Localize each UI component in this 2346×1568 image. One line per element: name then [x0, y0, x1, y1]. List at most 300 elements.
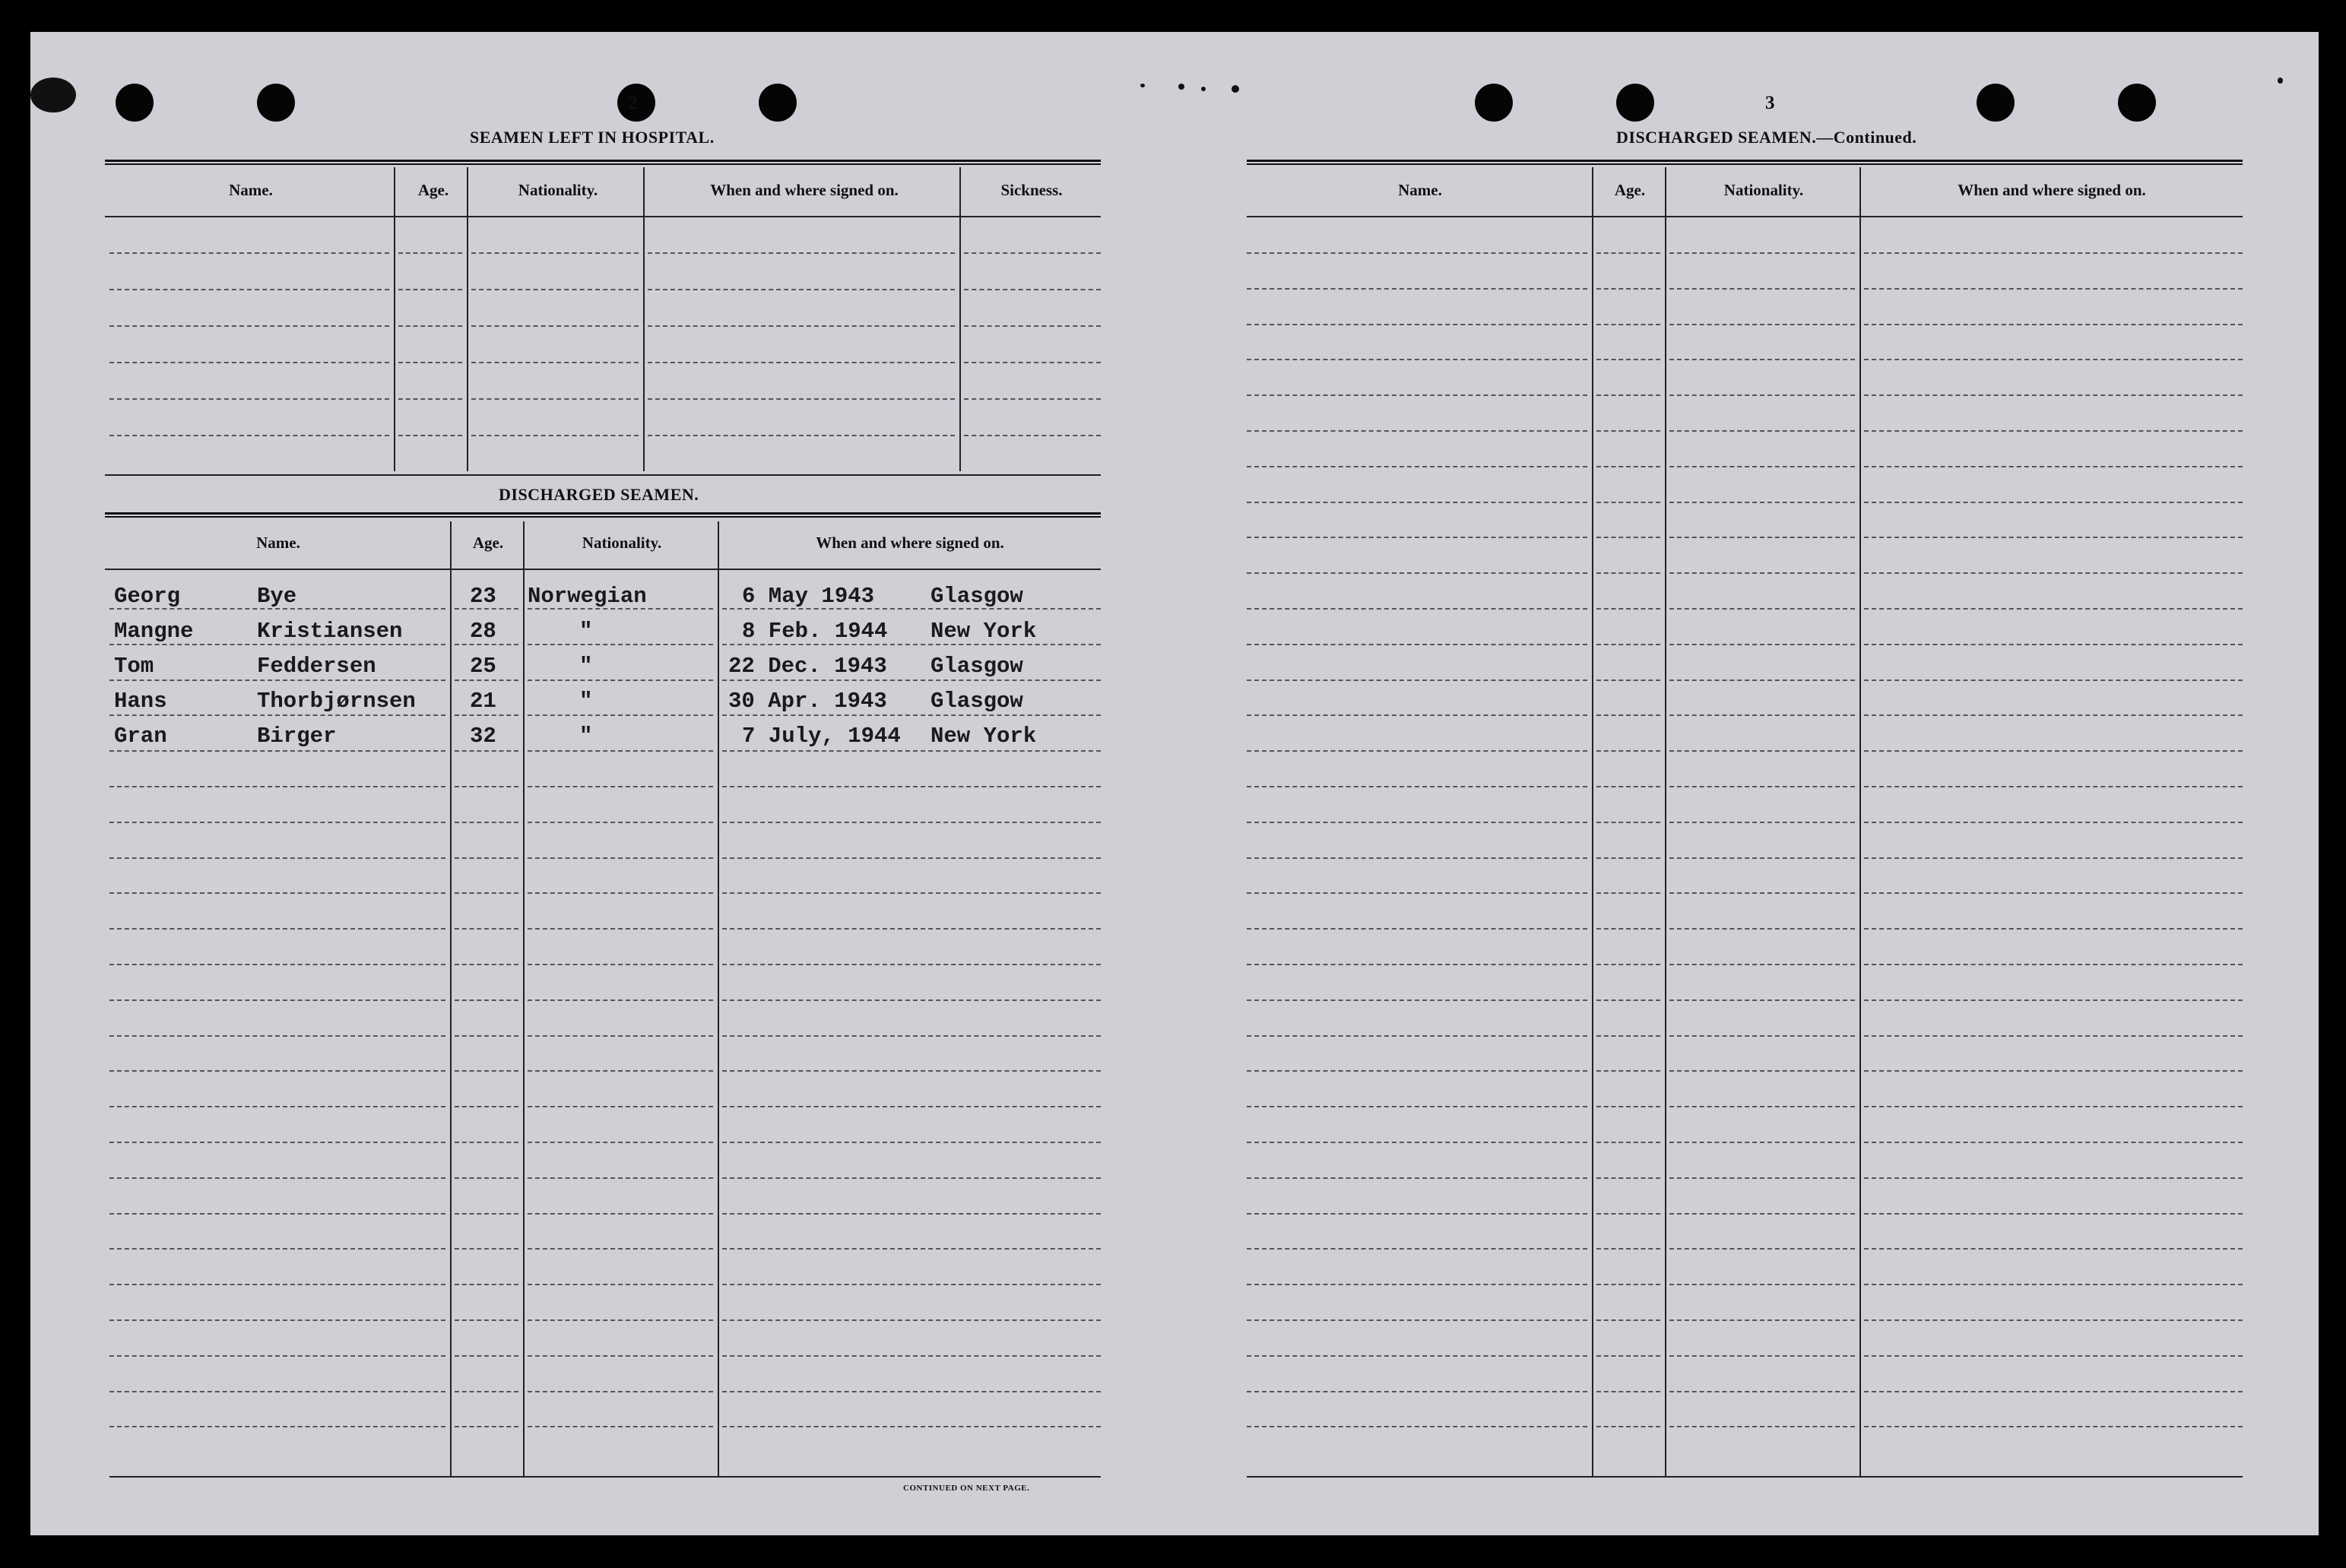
ruled-line — [1596, 1070, 1660, 1072]
ruled-line — [1596, 288, 1660, 290]
ruled-line — [528, 644, 713, 645]
ruled-line — [455, 644, 518, 645]
signed-on-place: Glasgow — [930, 654, 1023, 679]
ruled-line — [1669, 857, 1855, 859]
ruled-line — [455, 1035, 518, 1037]
ruled-line — [528, 1426, 713, 1427]
ruled-line — [1247, 892, 1587, 894]
ruled-line — [1669, 1248, 1855, 1250]
ruled-line — [109, 822, 445, 823]
ruled-line — [109, 928, 445, 930]
last-name: Kristiansen — [257, 619, 403, 644]
ruled-line — [1596, 1035, 1660, 1037]
first-name: Tom — [114, 654, 154, 679]
column-divider — [643, 167, 645, 471]
ruled-line — [1247, 1391, 1587, 1392]
ruled-line — [1864, 502, 2243, 503]
ink-speck — [30, 78, 76, 112]
signed-on-date: 8 Feb. 1944 — [742, 619, 888, 644]
right-page — [1247, 32, 2243, 1535]
ruled-line — [1669, 608, 1855, 610]
ruled-line — [722, 892, 1101, 894]
ruled-line — [1596, 572, 1660, 574]
ruled-line — [455, 1355, 518, 1357]
ruled-line — [398, 435, 462, 436]
column-divider — [1592, 167, 1593, 1476]
ruled-line — [1247, 786, 1587, 787]
ruled-line — [1247, 822, 1587, 823]
ruled-line — [1864, 928, 2243, 930]
ruled-line — [1596, 1319, 1660, 1321]
ruled-line — [528, 1213, 713, 1215]
ruled-line — [1247, 928, 1587, 930]
column-divider — [394, 167, 395, 471]
ruled-line — [109, 325, 389, 327]
ruled-line — [722, 1177, 1101, 1179]
ruled-line — [109, 1142, 445, 1143]
ruled-line — [1864, 750, 2243, 752]
ruled-line — [1596, 928, 1660, 930]
ruled-line — [1864, 1142, 2243, 1143]
bottom-rule — [109, 1476, 1101, 1478]
ruled-line — [109, 1426, 445, 1427]
ruled-line — [722, 857, 1101, 859]
ruled-line — [109, 892, 445, 894]
ruled-line — [1669, 537, 1855, 538]
column-divider — [959, 167, 961, 471]
ruled-line — [1669, 644, 1855, 645]
ruled-line — [109, 750, 445, 752]
ruled-line — [722, 1355, 1101, 1357]
ruled-line — [722, 786, 1101, 787]
ruled-line — [109, 289, 389, 290]
ruled-line — [109, 1106, 445, 1107]
ruled-line — [1247, 679, 1587, 681]
ruled-line — [1596, 537, 1660, 538]
ruled-line — [109, 1070, 445, 1072]
ruled-line — [109, 252, 389, 254]
ruled-line — [1669, 1426, 1855, 1427]
ruled-line — [109, 435, 389, 436]
page-number: 2 — [628, 93, 638, 113]
age: 23 — [470, 584, 496, 609]
ruled-line — [722, 1248, 1101, 1250]
ruled-line — [455, 857, 518, 859]
ruled-line — [1669, 1106, 1855, 1107]
ruled-line — [109, 1213, 445, 1215]
ruled-line — [1864, 608, 2243, 610]
ruled-line — [455, 1284, 518, 1285]
ruled-line — [528, 1319, 713, 1321]
ruled-line — [1864, 324, 2243, 325]
ruled-line — [528, 964, 713, 965]
hospital-col-name: Name. — [229, 181, 273, 199]
ruled-line — [1247, 1248, 1587, 1250]
ruled-line — [528, 1177, 713, 1179]
column-divider — [1665, 167, 1666, 1476]
ruled-line — [1864, 1248, 2243, 1250]
ruled-line — [1864, 786, 2243, 787]
signed-on-place: Glasgow — [930, 689, 1023, 714]
ruled-line — [528, 1248, 713, 1250]
ruled-line — [455, 999, 518, 1001]
ruled-line — [722, 1142, 1101, 1143]
ruled-line — [1596, 1213, 1660, 1215]
ruled-line — [1864, 964, 2243, 965]
nationality: " — [579, 654, 593, 679]
ruled-line — [471, 325, 639, 327]
ruled-line — [1864, 892, 2243, 894]
bottom-rule — [1247, 1476, 2243, 1478]
continued-col-signed-on: When and where signed on. — [1958, 181, 2146, 199]
first-name: Mangne — [114, 619, 194, 644]
ruled-line — [1864, 1319, 2243, 1321]
ruled-line — [1247, 964, 1587, 965]
ruled-line — [1669, 359, 1855, 360]
ruled-line — [1247, 288, 1587, 290]
left-page — [105, 32, 1101, 1535]
continued-note: CONTINUED ON NEXT PAGE. — [903, 1484, 1030, 1493]
ruled-line — [109, 1177, 445, 1179]
double-rule — [105, 160, 1101, 165]
section-rule — [105, 474, 1101, 476]
hospital-section-title: SEAMEN LEFT IN HOSPITAL. — [470, 128, 715, 147]
ruled-line — [1864, 572, 2243, 574]
ruled-line — [722, 1106, 1101, 1107]
hospital-col-signed-on: When and where signed on. — [710, 181, 899, 199]
ruled-line — [1247, 1284, 1587, 1285]
ruled-line — [722, 1319, 1101, 1321]
signed-on-date: 6 May 1943 — [742, 584, 875, 609]
ruled-line — [455, 750, 518, 752]
ruled-line — [109, 398, 389, 400]
discharged-col-age: Age. — [472, 534, 504, 552]
ruled-line — [109, 1319, 445, 1321]
ruled-line — [528, 999, 713, 1001]
signed-on-date: 22 Dec. 1943 — [728, 654, 887, 679]
ruled-line — [1669, 928, 1855, 930]
ruled-line — [1596, 1142, 1660, 1143]
ruled-line — [1669, 1284, 1855, 1285]
ruled-line — [1596, 1426, 1660, 1427]
ruled-line — [1596, 608, 1660, 610]
ruled-line — [109, 679, 445, 681]
signed-on-place: Glasgow — [930, 584, 1023, 609]
ruled-line — [455, 892, 518, 894]
ruled-line — [1247, 466, 1587, 467]
ruled-line — [455, 1142, 518, 1143]
last-name: Bye — [257, 584, 297, 609]
ruled-line — [1669, 1070, 1855, 1072]
ruled-line — [1669, 964, 1855, 965]
ruled-line — [1864, 288, 2243, 290]
ruled-line — [722, 964, 1101, 965]
ruled-line — [1864, 1213, 2243, 1215]
ruled-line — [1864, 1177, 2243, 1179]
ruled-line — [722, 644, 1101, 645]
ruled-line — [455, 714, 518, 716]
ruled-line — [1247, 1319, 1587, 1321]
ruled-line — [471, 398, 639, 400]
ruled-line — [1596, 502, 1660, 503]
ruled-line — [109, 714, 445, 716]
ruled-line — [722, 1391, 1101, 1392]
ruled-line — [1864, 466, 2243, 467]
column-divider — [467, 167, 468, 471]
ruled-line — [1669, 892, 1855, 894]
ruled-line — [1669, 1391, 1855, 1392]
first-name: Hans — [114, 689, 167, 714]
ruled-line — [722, 1284, 1101, 1285]
ruled-line — [455, 1213, 518, 1215]
ruled-line — [455, 928, 518, 930]
ruled-line — [1247, 1213, 1587, 1215]
ruled-line — [1864, 1070, 2243, 1072]
ruled-line — [1864, 252, 2243, 254]
discharged-col-name: Name. — [256, 534, 300, 552]
ruled-line — [528, 1284, 713, 1285]
ruled-line — [648, 435, 955, 436]
ruled-line — [1669, 394, 1855, 396]
ruled-line — [455, 679, 518, 681]
first-name: Georg — [114, 584, 181, 609]
ruled-line — [398, 252, 462, 254]
ruled-line — [455, 1391, 518, 1392]
ruled-line — [528, 786, 713, 787]
age: 28 — [470, 619, 496, 644]
ruled-line — [398, 398, 462, 400]
ruled-line — [471, 435, 639, 436]
double-rule — [105, 512, 1101, 518]
ruled-line — [471, 252, 639, 254]
ruled-line — [1864, 1284, 2243, 1285]
ruled-line — [1596, 892, 1660, 894]
ruled-line — [1669, 822, 1855, 823]
signed-on-date: 30 Apr. 1943 — [728, 689, 887, 714]
age: 21 — [470, 689, 496, 714]
ruled-line — [528, 679, 713, 681]
ruled-line — [1247, 537, 1587, 538]
ruled-line — [1596, 822, 1660, 823]
ruled-line — [1247, 1355, 1587, 1357]
ruled-line — [1247, 430, 1587, 432]
ruled-line — [528, 892, 713, 894]
ruled-line — [455, 822, 518, 823]
column-divider — [450, 521, 452, 1476]
ruled-line — [1669, 1142, 1855, 1143]
ruled-line — [398, 325, 462, 327]
ruled-line — [722, 999, 1101, 1001]
ruled-line — [455, 964, 518, 965]
ruled-line — [1596, 394, 1660, 396]
ruled-line — [1247, 252, 1587, 254]
hospital-col-age: Age. — [417, 181, 449, 199]
ruled-line — [528, 1355, 713, 1357]
hospital-col-nationality: Nationality. — [518, 181, 598, 199]
ruled-line — [1864, 644, 2243, 645]
continued-col-nationality: Nationality. — [1723, 181, 1804, 199]
ruled-line — [1596, 1106, 1660, 1107]
ruled-line — [109, 1391, 445, 1392]
ruled-line — [1247, 750, 1587, 752]
ruled-line — [1247, 324, 1587, 325]
ruled-line — [1669, 1355, 1855, 1357]
ruled-line — [1247, 572, 1587, 574]
ruled-line — [1864, 1426, 2243, 1427]
ruled-line — [455, 1070, 518, 1072]
ruled-line — [1864, 714, 2243, 716]
ruled-line — [722, 822, 1101, 823]
ruled-line — [471, 289, 639, 290]
ruled-line — [1669, 288, 1855, 290]
nationality: Norwegian — [528, 584, 647, 609]
ruled-line — [722, 679, 1101, 681]
ruled-line — [109, 1284, 445, 1285]
document-sheet — [30, 32, 2319, 1535]
ruled-line — [1247, 644, 1587, 645]
ruled-line — [722, 750, 1101, 752]
ruled-line — [109, 1035, 445, 1037]
ruled-line — [1596, 714, 1660, 716]
signed-on-place: New York — [930, 619, 1037, 644]
ruled-line — [528, 1391, 713, 1392]
ruled-line — [109, 964, 445, 965]
ruled-line — [109, 857, 445, 859]
ruled-line — [528, 1106, 713, 1107]
ruled-line — [964, 362, 1101, 363]
continued-col-age: Age. — [1614, 181, 1646, 199]
ruled-line — [109, 1355, 445, 1357]
ruled-line — [455, 786, 518, 787]
ruled-line — [1864, 999, 2243, 1001]
ruled-line — [1596, 1355, 1660, 1357]
ruled-line — [1864, 822, 2243, 823]
ruled-line — [1864, 430, 2243, 432]
age: 25 — [470, 654, 496, 679]
ruled-line — [1669, 714, 1855, 716]
nationality: " — [579, 689, 593, 714]
ruled-line — [1247, 1070, 1587, 1072]
double-rule — [1247, 160, 2243, 165]
ruled-line — [109, 999, 445, 1001]
ruled-line — [455, 1319, 518, 1321]
ruled-line — [471, 362, 639, 363]
ruled-line — [722, 928, 1101, 930]
ruled-line — [1669, 750, 1855, 752]
ruled-line — [722, 1213, 1101, 1215]
ruled-line — [1596, 750, 1660, 752]
ruled-line — [1247, 359, 1587, 360]
ruled-line — [1669, 572, 1855, 574]
ruled-line — [722, 1035, 1101, 1037]
ruled-line — [1864, 857, 2243, 859]
ruled-line — [1247, 502, 1587, 503]
page-number: 3 — [1765, 93, 1775, 113]
ruled-line — [1247, 857, 1587, 859]
ruled-line — [1596, 857, 1660, 859]
ruled-line — [528, 822, 713, 823]
ruled-line — [1247, 1035, 1587, 1037]
ruled-line — [1596, 999, 1660, 1001]
ruled-line — [455, 1426, 518, 1427]
ruled-line — [722, 1070, 1101, 1072]
ruled-line — [1669, 999, 1855, 1001]
ruled-line — [109, 644, 445, 645]
discharged-col-signed-on: When and where signed on. — [816, 534, 1004, 552]
ruled-line — [722, 1426, 1101, 1427]
ink-speck — [1178, 84, 1184, 90]
ruled-line — [1669, 324, 1855, 325]
ruled-line — [528, 750, 713, 752]
ruled-line — [1596, 1391, 1660, 1392]
signed-on-date: 7 July, 1944 — [742, 724, 901, 749]
column-divider — [718, 521, 719, 1476]
signed-on-place: New York — [930, 724, 1037, 749]
ruled-line — [1669, 430, 1855, 432]
ruled-line — [1596, 964, 1660, 965]
ruled-line — [1864, 1035, 2243, 1037]
ruled-line — [528, 1070, 713, 1072]
ruled-line — [1596, 1284, 1660, 1285]
ruled-line — [1596, 359, 1660, 360]
ruled-line — [1247, 608, 1587, 610]
ruled-line — [528, 928, 713, 930]
ruled-line — [1669, 1177, 1855, 1179]
header-rule — [1247, 216, 2243, 217]
discharged-section-title: DISCHARGED SEAMEN. — [499, 485, 699, 504]
ruled-line — [1596, 324, 1660, 325]
ruled-line — [455, 1106, 518, 1107]
ruled-line — [528, 1142, 713, 1143]
ruled-line — [398, 362, 462, 363]
ruled-line — [648, 252, 955, 254]
ruled-line — [455, 1248, 518, 1250]
ruled-line — [1247, 1177, 1587, 1179]
ruled-line — [1247, 1142, 1587, 1143]
ruled-line — [528, 857, 713, 859]
ruled-line — [1669, 1213, 1855, 1215]
ruled-line — [1864, 1355, 2243, 1357]
ruled-line — [1864, 679, 2243, 681]
column-divider — [1859, 167, 1861, 1476]
ruled-line — [109, 362, 389, 363]
ruled-line — [964, 289, 1101, 290]
last-name: Feddersen — [257, 654, 376, 679]
ruled-line — [1669, 1035, 1855, 1037]
ruled-line — [1669, 679, 1855, 681]
ruled-line — [1669, 502, 1855, 503]
ruled-line — [1596, 1177, 1660, 1179]
ruled-line — [398, 289, 462, 290]
ruled-line — [1596, 252, 1660, 254]
nationality: " — [579, 724, 593, 749]
ruled-line — [109, 786, 445, 787]
ruled-line — [964, 325, 1101, 327]
ruled-line — [528, 1035, 713, 1037]
age: 32 — [470, 724, 496, 749]
ruled-line — [1864, 359, 2243, 360]
ruled-line — [1864, 537, 2243, 538]
ink-speck — [1201, 87, 1206, 91]
ruled-line — [1596, 786, 1660, 787]
ruled-line — [1247, 1426, 1587, 1427]
ruled-line — [1596, 1248, 1660, 1250]
ruled-line — [648, 398, 955, 400]
ruled-line — [1596, 466, 1660, 467]
ruled-line — [648, 325, 955, 327]
header-rule — [105, 569, 1101, 570]
discharged-continued-title: DISCHARGED SEAMEN.—Continued. — [1616, 128, 1917, 147]
